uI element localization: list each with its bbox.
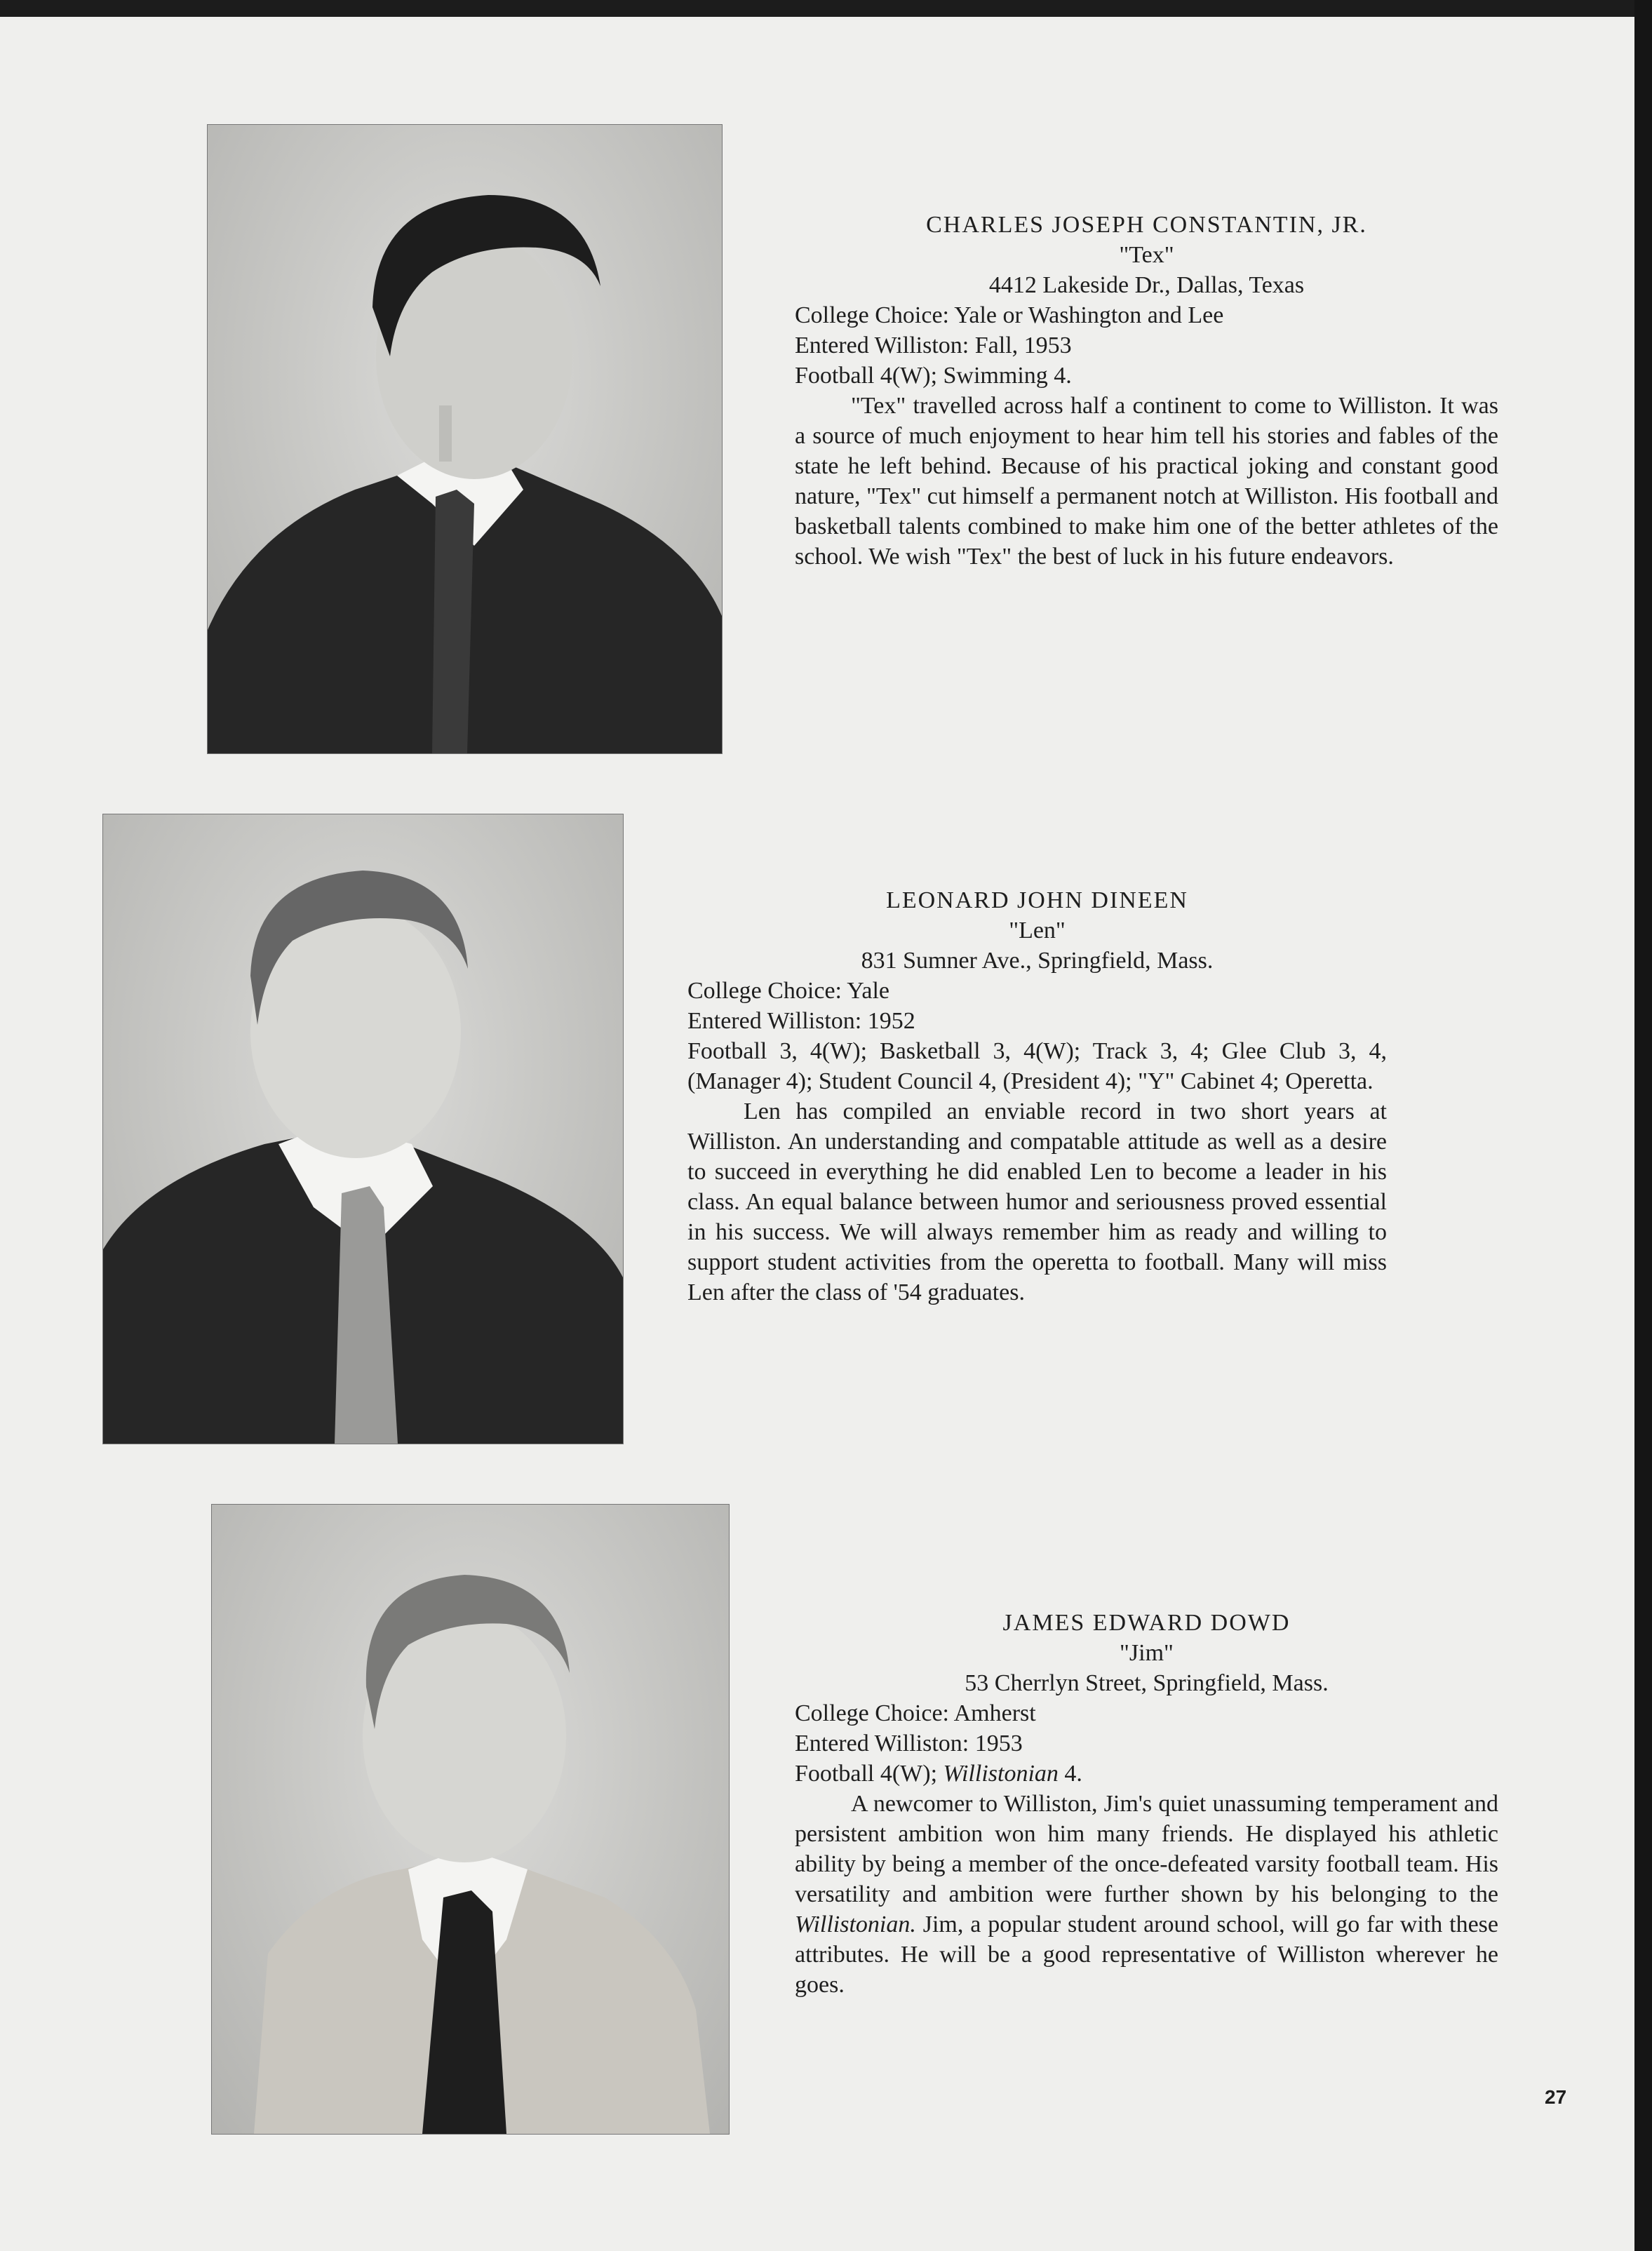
portrait-photo-constantin: [207, 124, 723, 754]
description-text: A newcomer to Williston, Jim's quiet unassuming temperament and persistent ambition won him many friends. He displayed his athletic ability by being a member of the once-defeated varsity football team. His versatility and ambition were further shown by his belonging to the: [795, 1791, 1498, 1907]
student-nickname: "Tex": [1119, 242, 1174, 268]
entered-date: Entered Williston: 1953: [795, 1731, 1023, 1756]
portrait-photo-dineen: [102, 814, 624, 1444]
student-nickname: "Len": [1009, 918, 1066, 943]
description-publication: Willistonian.: [795, 1911, 916, 1937]
college-choice: College Choice: Yale: [687, 978, 890, 1004]
student-nickname: "Jim": [1120, 1640, 1174, 1666]
activities: Football 3, 4(W); Basketball 3, 4(W); Track 3, 4; Glee Club 3, 4, (Manager 4); Student Council 4, (President 4); "Y" Cabinet 4; Operetta.: [687, 1038, 1387, 1094]
student-address: 53 Cherrlyn Street, Springfield, Mass.: [965, 1670, 1329, 1696]
description-text-end: Jim, a popular student around school, will go far with these attributes. He will be a good representative of Williston wherever he goes.: [795, 1911, 1498, 1998]
student-name: LEONARD JOHN DINEEN: [886, 887, 1188, 913]
student-description: [795, 1789, 1498, 2000]
yearbook-page: [0, 17, 1634, 2251]
activities: Football 4(W); Swimming 4.: [795, 363, 1072, 389]
activities-text: Football 4(W);: [795, 1761, 943, 1787]
student-address: 831 Sumner Ave., Springfield, Mass.: [861, 948, 1214, 974]
student-description: Len has compiled an enviable record in two short years at Williston. An understanding and compatable attitude as well as a desire to succeed in everything he did enabled Len to become a leader in his class. An equal balance between humor and seriousness proved essential in his success. We will always remember him as ready and willing to support student activities from the operetta to football. Many will miss Len after the class of '54 graduates.: [687, 1098, 1387, 1305]
college-choice: College Choice: Amherst: [795, 1700, 1036, 1726]
scan-edge: [1634, 0, 1652, 2251]
student-address: 4412 Lakeside Dr., Dallas, Texas: [988, 272, 1305, 298]
entered-date: Entered Williston: Fall, 1953: [795, 332, 1072, 358]
student-bio-dineen: [687, 885, 1387, 1308]
portrait-photo-dowd: [211, 1504, 730, 2135]
activities-text-end: 4.: [1058, 1761, 1082, 1787]
student-bio-constantin: [795, 210, 1498, 572]
student-description: "Tex" travelled across half a continent to come to Williston. It was a source of much enjoyment to hear him tell his stories and fables of the state he left behind. Because of his practical joking and constant good nature, "Tex" cut himself a permanent notch at Williston. His football and basketball talents combined to make him one of the better athletes of the school. We wish "Tex" the best of luck in his future endeavors.: [795, 393, 1498, 570]
page-number: 27: [1545, 2086, 1567, 2108]
student-name: CHARLES JOSEPH CONSTANTIN, JR.: [926, 212, 1367, 238]
college-choice: College Choice: Yale or Washington and Lee: [795, 302, 1224, 328]
activities-publication: Willistonian: [943, 1761, 1059, 1787]
activities: [795, 1759, 1498, 1789]
student-name: JAMES EDWARD DOWD: [1002, 1610, 1291, 1636]
entered-date: Entered Williston: 1952: [687, 1008, 915, 1034]
student-bio-dowd: [795, 1608, 1498, 2000]
